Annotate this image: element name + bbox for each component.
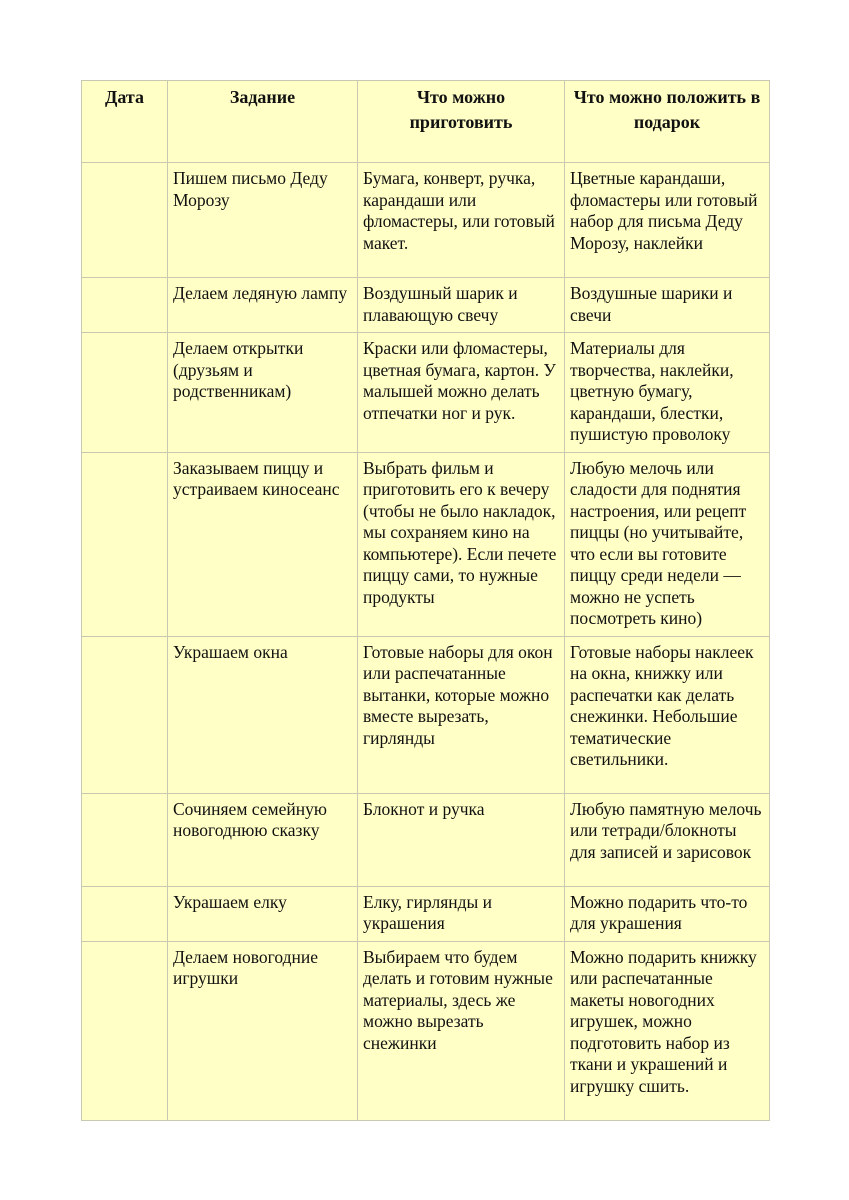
- table-row: [82, 941, 770, 1120]
- cell-prepare: Выбираем что будем делать и готовим нужные материалы, здесь же можно вырезать снежинки: [358, 941, 565, 1120]
- cell-prepare: Готовые наборы для окон или распечатанные вытанки, которые можно вместе вырезать, гирлянды: [358, 636, 565, 793]
- cell-gift: Можно подарить книжку или распечатанные макеты новогодних игрушек, можно подготовить набор из ткани и украшений и игрушку сшить.: [565, 941, 770, 1120]
- new-year-activities-table: [81, 80, 770, 1121]
- cell-prepare: Бумага, конверт, ручка, карандаши или фломастеры, или готовый макет.: [358, 163, 565, 278]
- header-prepare: Что можно приготовить: [358, 81, 565, 163]
- cell-date: [82, 636, 168, 793]
- cell-task: Заказываем пиццу и устраиваем киносеанс: [168, 452, 358, 636]
- table-row: [82, 278, 770, 333]
- header-row: [82, 81, 770, 163]
- table-row: [82, 886, 770, 941]
- header-task: Задание: [168, 81, 358, 163]
- cell-task: Делаем открытки (друзьям и родственникам): [168, 333, 358, 453]
- cell-date: [82, 941, 168, 1120]
- cell-prepare: Блокнот и ручка: [358, 793, 565, 886]
- table-row: [82, 793, 770, 886]
- cell-gift: Готовые наборы наклеек на окна, книжку или распечатки как делать снежинки. Небольшие тематические светильники.: [565, 636, 770, 793]
- cell-gift: Любую мелочь или сладости для поднятия настроения, или рецепт пиццы (но учитывайте, что если вы готовите пиццу среди недели — можно не успеть посмотреть кино): [565, 452, 770, 636]
- cell-date: [82, 163, 168, 278]
- cell-gift: Можно подарить что-то для украшения: [565, 886, 770, 941]
- cell-task: Украшаем елку: [168, 886, 358, 941]
- cell-task: Делаем новогодние игрушки: [168, 941, 358, 1120]
- cell-prepare: Краски или фломастеры, цветная бумага, картон. У малышей можно делать отпечатки ног и рук.: [358, 333, 565, 453]
- cell-gift: Цветные карандаши, фломастеры или готовый набор для письма Деду Морозу, наклейки: [565, 163, 770, 278]
- cell-prepare: Выбрать фильм и приготовить его к вечеру (чтобы не было накладок, мы сохраняем кино на компьютере). Если печете пиццу сами, то нужные продукты: [358, 452, 565, 636]
- table-row: [82, 636, 770, 793]
- cell-prepare: Елку, гирлянды и украшения: [358, 886, 565, 941]
- cell-prepare: Воздушный шарик и плавающую свечу: [358, 278, 565, 333]
- table-row: [82, 163, 770, 278]
- table-row: [82, 452, 770, 636]
- cell-date: [82, 793, 168, 886]
- cell-gift: Воздушные шарики и свечи: [565, 278, 770, 333]
- cell-date: [82, 333, 168, 453]
- cell-task: Сочиняем семейную новогоднюю сказку: [168, 793, 358, 886]
- header-date: Дата: [82, 81, 168, 163]
- cell-gift: Любую памятную мелочь или тетради/блокноты для записей и зарисовок: [565, 793, 770, 886]
- cell-task: Пишем письмо Деду Морозу: [168, 163, 358, 278]
- cell-task: Украшаем окна: [168, 636, 358, 793]
- cell-gift: Материалы для творчества, наклейки, цветную бумагу, карандаши, блестки, пушистую проволоку: [565, 333, 770, 453]
- header-gift: Что можно положить в подарок: [565, 81, 770, 163]
- cell-date: [82, 452, 168, 636]
- cell-date: [82, 886, 168, 941]
- cell-task: Делаем ледяную лампу: [168, 278, 358, 333]
- table-row: [82, 333, 770, 453]
- cell-date: [82, 278, 168, 333]
